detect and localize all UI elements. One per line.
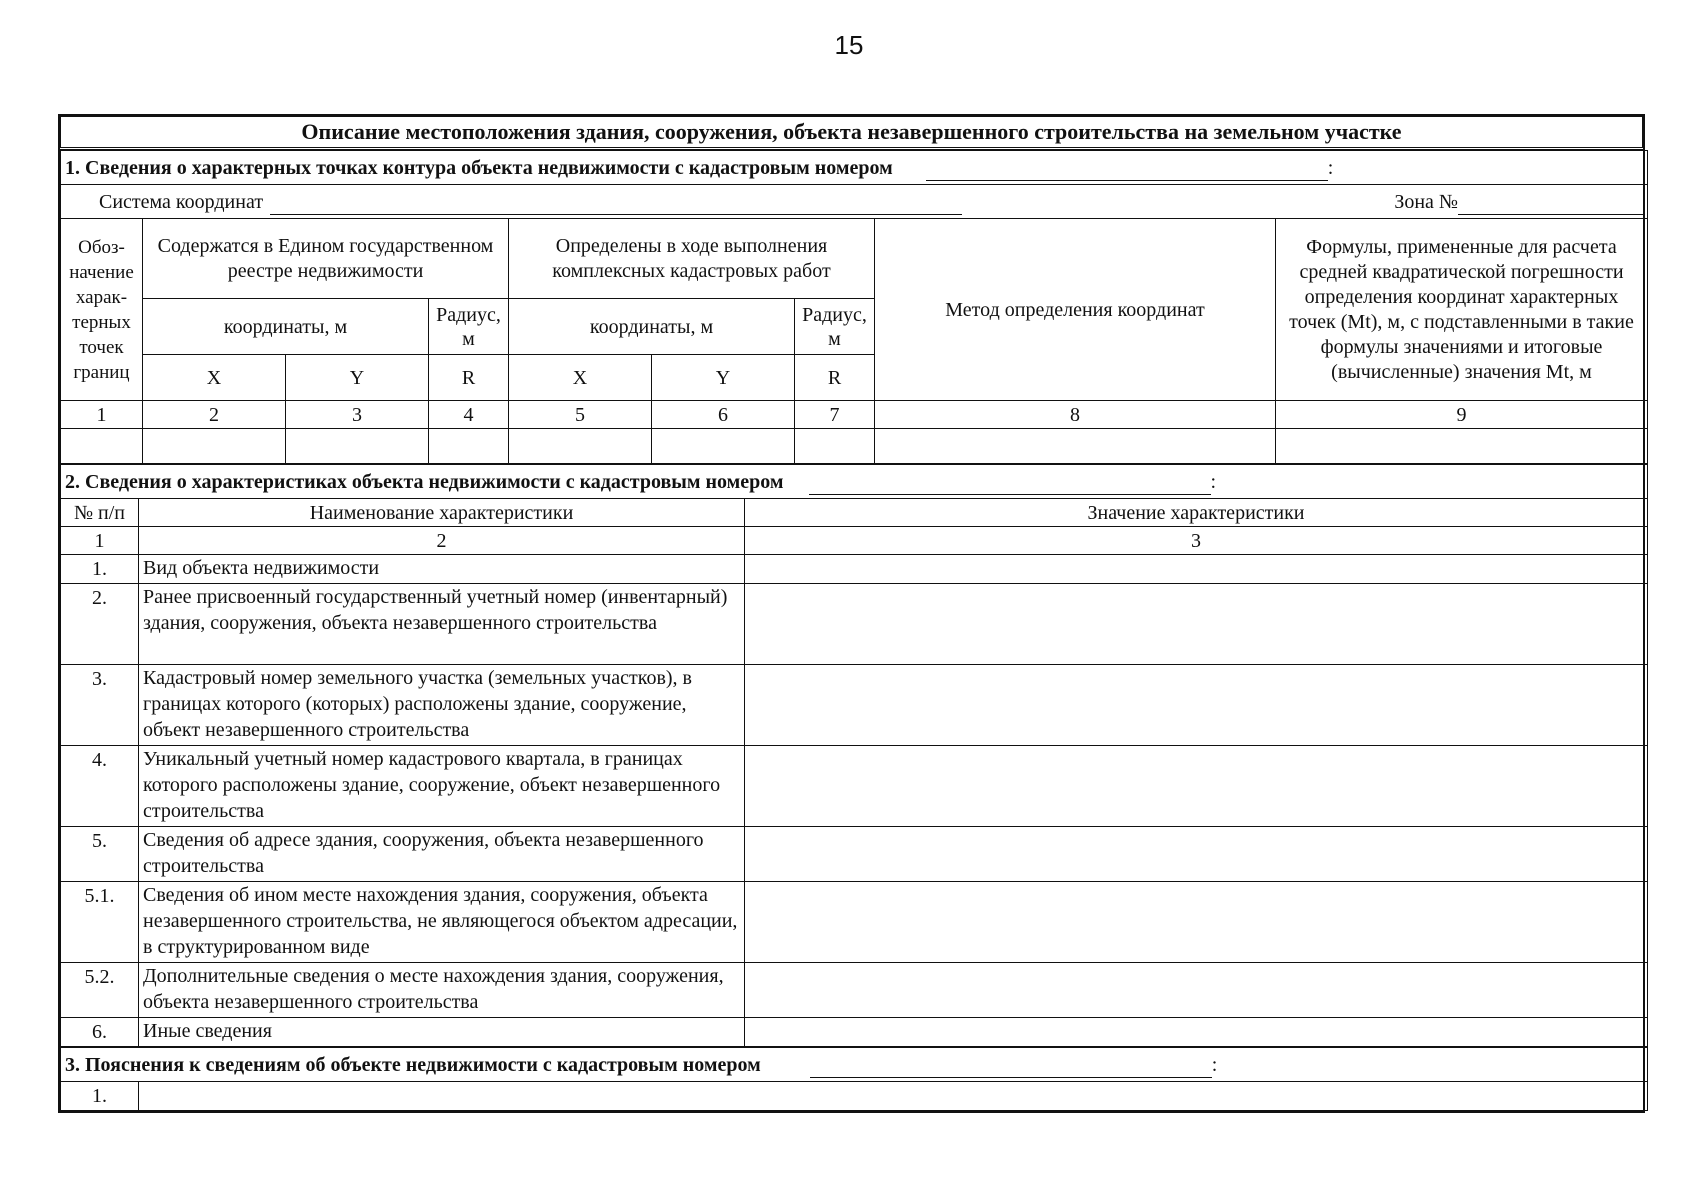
section2-table bbox=[60, 464, 1648, 1047]
col-number: 4 bbox=[429, 401, 509, 429]
col-number: 9 bbox=[1276, 401, 1648, 429]
header-coords-egrn: координаты, м bbox=[143, 299, 429, 355]
col-number: 1 bbox=[61, 527, 139, 555]
points-cell[interactable] bbox=[652, 429, 795, 464]
row-number: 2. bbox=[61, 584, 139, 665]
header-characteristic-name: Наименование характеристики bbox=[139, 499, 745, 527]
row-name: Ранее присвоенный государственный учетный номер (инвентарный) здания, сооружения, объекта незавершенного строительства bbox=[139, 584, 745, 665]
header-coords-kkr: координаты, м bbox=[509, 299, 795, 355]
row-number: 5.2. bbox=[61, 963, 139, 1018]
row-value[interactable] bbox=[745, 963, 1648, 1018]
row-value[interactable] bbox=[745, 555, 1648, 584]
header-y-egrn: Y bbox=[286, 355, 429, 401]
col-number: 7 bbox=[795, 401, 875, 429]
section3-table bbox=[60, 1047, 1648, 1111]
points-cell[interactable] bbox=[61, 429, 143, 464]
row-name: Сведения об адресе здания, сооружения, объекта незавершенного строительства bbox=[139, 827, 745, 882]
points-cell[interactable] bbox=[286, 429, 429, 464]
points-cell[interactable] bbox=[509, 429, 652, 464]
header-y-kkr: Y bbox=[652, 355, 795, 401]
header-x-kkr: X bbox=[509, 355, 652, 401]
section2-heading-row bbox=[61, 465, 1648, 499]
header-point-designation: Обоз-начение харак-терных точек границ bbox=[61, 219, 143, 401]
form-frame bbox=[58, 114, 1645, 1113]
header-x-egrn: X bbox=[143, 355, 286, 401]
coord-system-label: Система координат bbox=[99, 190, 264, 213]
row-name: Вид объекта недвижимости bbox=[139, 555, 745, 584]
colon-2: : bbox=[1210, 470, 1217, 493]
header-characteristic-value: Значение характеристики bbox=[745, 499, 1648, 527]
section2-heading: 2. Сведения о характеристиках объекта недвижимости с кадастровым номером bbox=[65, 470, 784, 493]
points-cell[interactable] bbox=[429, 429, 509, 464]
document-title: Описание местоположения здания, сооружения, объекта незавершенного строительства на земельном участке bbox=[61, 117, 1643, 149]
row-value[interactable] bbox=[745, 746, 1648, 827]
table-row bbox=[61, 1018, 1648, 1047]
row-value[interactable] bbox=[745, 827, 1648, 882]
row-name: Сведения об ином месте нахождения здания, сооружения, объекта незавершенного строительства, не являющегося объектом адресации, в структурированном виде bbox=[139, 882, 745, 963]
points-cell[interactable] bbox=[1276, 429, 1648, 464]
row-name: Уникальный учетный номер кадастрового квартала, в границах которого расположены здание, сооружение, объект незавершенного строительства bbox=[139, 746, 745, 827]
row-number: 3. bbox=[61, 665, 139, 746]
row-value[interactable] bbox=[745, 584, 1648, 665]
colon-1: : bbox=[1327, 156, 1334, 179]
table-row bbox=[61, 584, 1648, 665]
header-egrn-group: Содержатся в Едином государственном реестре недвижимости bbox=[143, 219, 509, 299]
header-r-egrn: R bbox=[429, 355, 509, 401]
row-value[interactable] bbox=[745, 665, 1648, 746]
row-number: 1. bbox=[61, 555, 139, 584]
header-r-kkr: R bbox=[795, 355, 875, 401]
table-row bbox=[61, 746, 1648, 827]
header-radius-egrn: Радиус, м bbox=[429, 299, 509, 355]
col-number: 8 bbox=[875, 401, 1276, 429]
table-row bbox=[61, 555, 1648, 584]
points-cell[interactable] bbox=[875, 429, 1276, 464]
row-number: 1. bbox=[61, 1082, 139, 1111]
cadastral-number-field-3[interactable] bbox=[810, 1057, 1212, 1078]
coord-system-field[interactable] bbox=[270, 194, 962, 215]
points-cell[interactable] bbox=[795, 429, 875, 464]
section1-heading: 1. Сведения о характерных точках контура объекта недвижимости с кадастровым номером bbox=[65, 156, 893, 179]
row-number: 6. bbox=[61, 1018, 139, 1047]
col-number: 5 bbox=[509, 401, 652, 429]
explanation-cell[interactable] bbox=[139, 1082, 1648, 1111]
title-table bbox=[60, 116, 1643, 150]
header-radius-kkr: Радиус, м bbox=[795, 299, 875, 355]
header-kkr-group: Определены в ходе выполнения комплексных кадастровых работ bbox=[509, 219, 875, 299]
row-name: Иные сведения bbox=[139, 1018, 745, 1047]
coord-system-row bbox=[61, 185, 1648, 219]
section1-table bbox=[60, 150, 1648, 464]
cadastral-number-field-1[interactable] bbox=[926, 160, 1328, 181]
col-number: 6 bbox=[652, 401, 795, 429]
section3-heading-row bbox=[61, 1048, 1648, 1082]
table-row bbox=[61, 827, 1648, 882]
page-number: 15 bbox=[834, 30, 864, 60]
col-number: 3 bbox=[286, 401, 429, 429]
points-cell[interactable] bbox=[143, 429, 286, 464]
colon-3: : bbox=[1211, 1053, 1218, 1076]
row-value[interactable] bbox=[745, 1018, 1648, 1047]
table-row bbox=[61, 1082, 1648, 1111]
col-number: 2 bbox=[139, 527, 745, 555]
zone-field[interactable] bbox=[1458, 194, 1643, 215]
zone-label: Зона № bbox=[1394, 190, 1458, 213]
row-value[interactable] bbox=[745, 882, 1648, 963]
col-number: 3 bbox=[745, 527, 1648, 555]
table-row bbox=[61, 882, 1648, 963]
table-row bbox=[61, 665, 1648, 746]
section1-heading-row bbox=[61, 151, 1648, 185]
col-number: 1 bbox=[61, 401, 143, 429]
header-num: № п/п bbox=[61, 499, 139, 527]
row-number: 5.1. bbox=[61, 882, 139, 963]
row-number: 5. bbox=[61, 827, 139, 882]
header-method: Метод определения координат bbox=[875, 219, 1276, 401]
row-name: Кадастровый номер земельного участка (земельных участков), в границах которого (которых) расположены здание, сооружение, объект незавершенного строительства bbox=[139, 665, 745, 746]
table-row bbox=[61, 963, 1648, 1018]
section3-heading: 3. Пояснения к сведениям об объекте недвижимости с кадастровым номером bbox=[65, 1053, 761, 1076]
row-name: Дополнительные сведения о месте нахождения здания, сооружения, объекта незавершенного строительства bbox=[139, 963, 745, 1018]
cadastral-number-field-2[interactable] bbox=[809, 474, 1211, 495]
header-formulas: Формулы, примененные для расчета средней квадратической погрешности определения координат характерных точек (Mt), м, с подставленными в такие формулы значениями и итоговые (вычисленные) значения Mt, м bbox=[1276, 219, 1648, 401]
col-number: 2 bbox=[143, 401, 286, 429]
row-number: 4. bbox=[61, 746, 139, 827]
